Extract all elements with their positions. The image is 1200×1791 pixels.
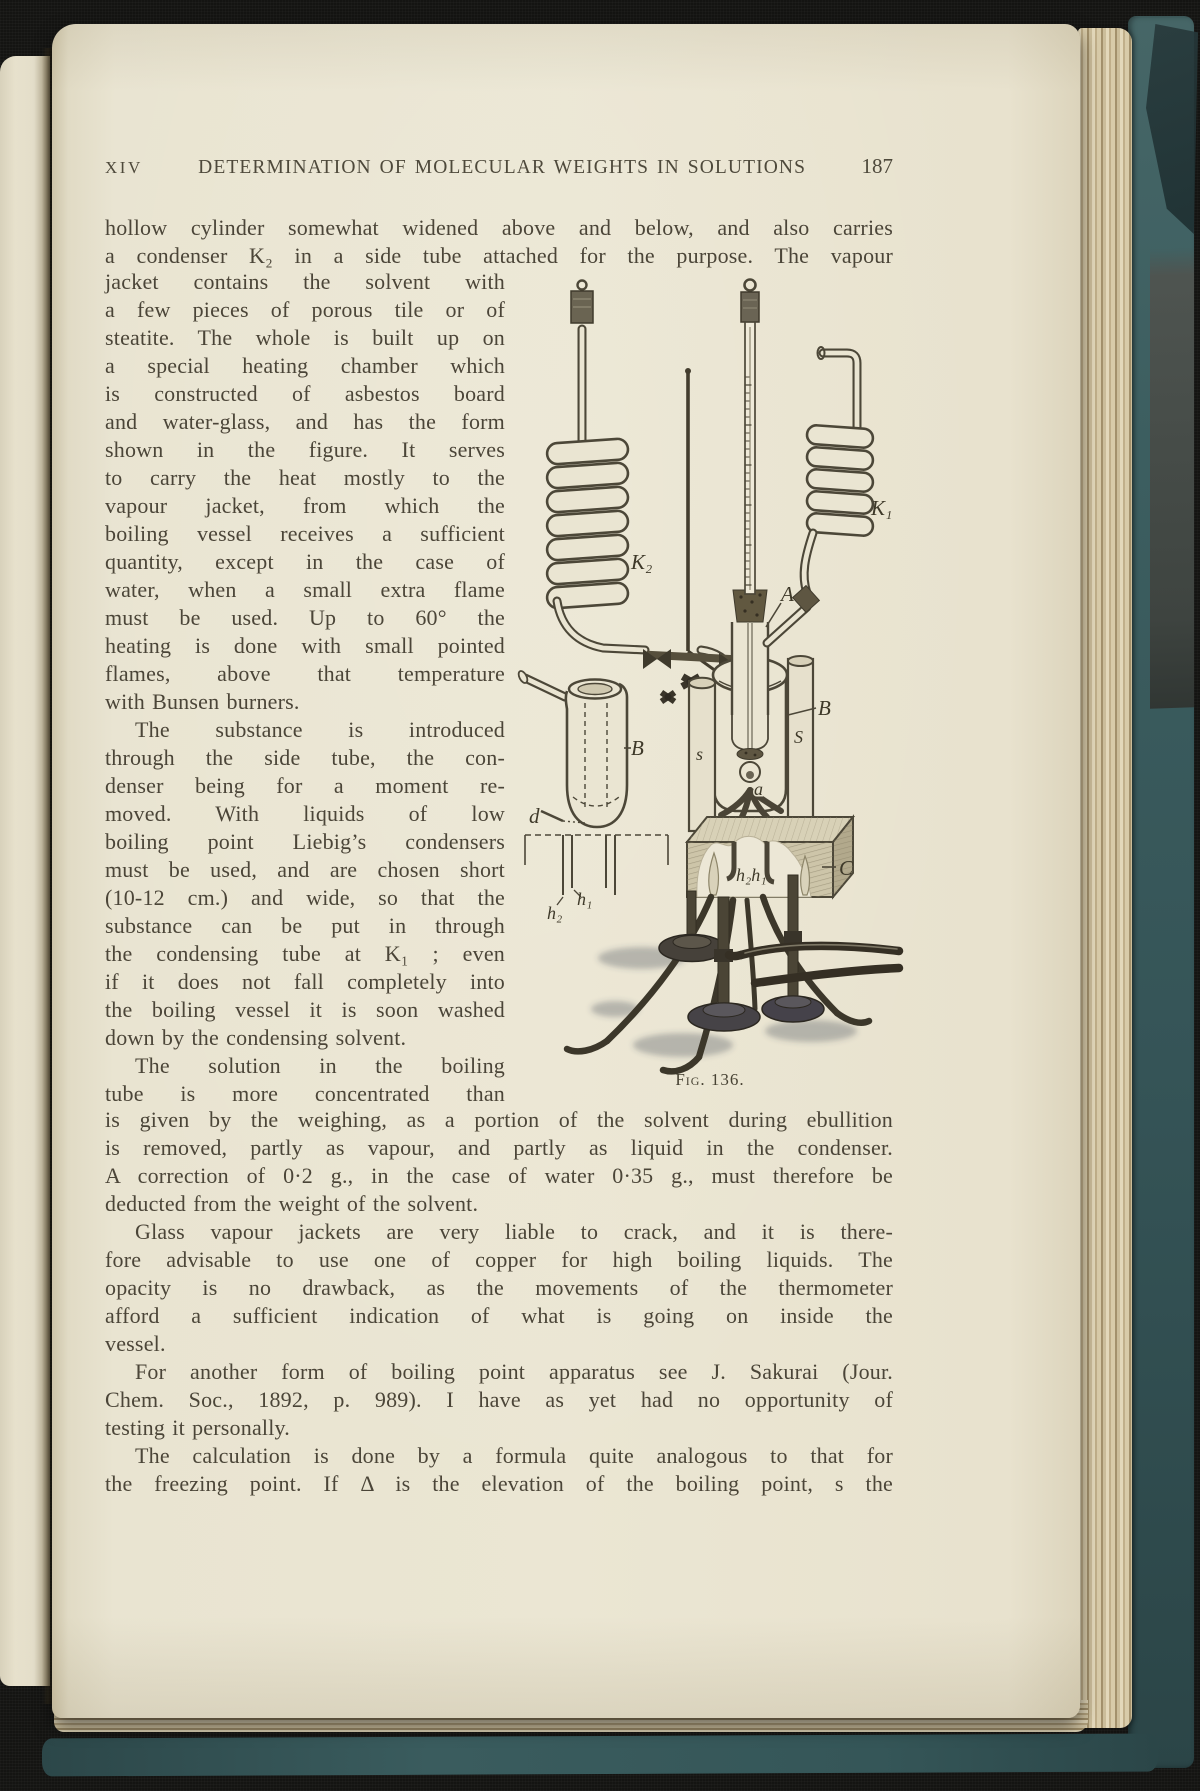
side-view-vessel (517, 670, 668, 905)
book-page (52, 24, 1080, 1718)
label-boiling-tube: A (781, 582, 794, 606)
bottom-paragraph-lines: is given by the weighing, as a portion of the solvent during ebullition is removed, partly as vapour, and partly as liquid in the condenser. A correction of 0·2 g., in the case of water 0·35 g., must therefore be deducted from the weight of the solvent. Glass vapour jackets are very liable to crack, and it is there- fore advisable to use one of copper for high boiling liquids. The opacity is no drawback, as the movements of the thermometer afford a sufficient indication of what is going on inside the vessel. For another form of boiling point apparatus see J. Sakurai (Jour. Chem. Soc., 1892, p. 989). I have as yet had no opportunity of testing it personally. The calculation is done by a formula quite analogous to that for the freezing point. If Δ is the elevation of the boiling point, s the (105, 1107, 893, 1496)
text-column-lines: jacket contains the solvent with a few pieces of porous tile or of steatite. The whole is built up on a special heating chamber which is constructed of asbestos board and water-glass, and has the form shown in the figure. It serves to carry the heat mostly to the vapour jacket, from which the boiling vessel receives a sufficient quantity, except in the case of water, when a small extra flame must be used. Up to 60° the heating is done with small pointed flames, above that temperature with Bunsen burners. The substance is introduced through the side tube, the con- denser being for a moment re- moved. With liquids of low boiling point Liebig’s condensers must be used, and are chosen short (10-12 cm.) and wide, so that the substance can be put in through the condensing tube at K₁ ; even if it does not fall completely into the boiling vessel it is soon washed down by the condensing solvent. The solution in the boiling tube is more concentrated than (105, 269, 505, 1106)
intro-paragraph-lines: hollow cylinder somewhat widened above and below, and also carries a condenser K₂ in a side tube attached for the purpose. The vapour (105, 215, 893, 268)
label-inner-bulb: a (754, 779, 763, 799)
k1-condenser-coil (804, 347, 873, 593)
label-hole-h2: h₂ (547, 903, 563, 923)
stirrer-rod (685, 368, 727, 679)
k2-condenser-coil (546, 281, 733, 672)
chapter-number: XIV (105, 158, 143, 177)
label-hole-h1: h₁ (577, 889, 593, 909)
page-stack-right-edge (1078, 28, 1132, 1728)
label-side-vessel: B (631, 736, 644, 760)
figure-136-illustration (505, 245, 910, 1095)
label-s-left: s (696, 744, 704, 764)
page-header (105, 154, 893, 179)
label-k1: K₁ (871, 496, 893, 520)
label-flame-holes: h₂h₁ (736, 865, 767, 885)
label-vapour-jacket: B (818, 696, 831, 720)
book-cover-bottom-edge (42, 1734, 1158, 1777)
label-s-right: S (794, 727, 803, 747)
cover-inner-flap (1150, 247, 1194, 709)
running-title: DETERMINATION OF MOLECULAR WEIGHTS IN SOLUTIONS (198, 157, 807, 178)
heating-chamber (687, 817, 853, 897)
label-plate-d: d (529, 804, 540, 828)
label-heating-chamber: C (839, 856, 854, 880)
figure-caption: Fig. 136. (675, 1070, 745, 1089)
label-k2: K₂ (631, 550, 653, 574)
page-number: 187 (861, 154, 893, 178)
